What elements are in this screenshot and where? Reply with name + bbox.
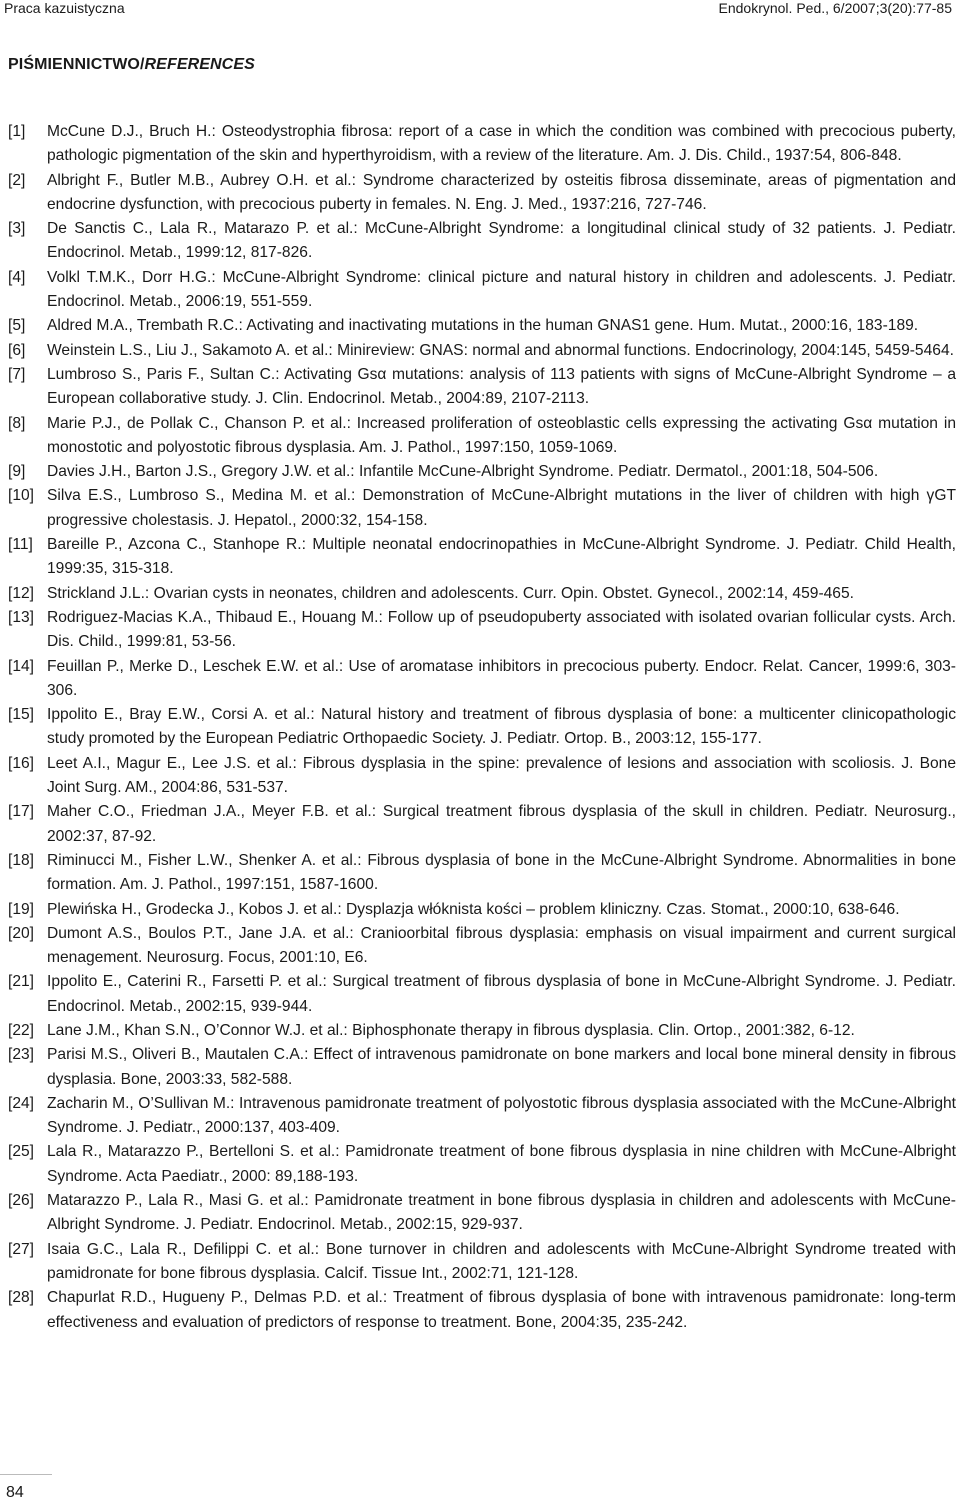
reference-item bbox=[8, 1140, 956, 1189]
reference-item bbox=[8, 120, 956, 169]
reference-text: McCune D.J., Bruch H.: Osteodystrophia fibrosa: report of a case in which the condition was combined with precocious puberty, pathologic pigmentation of the skin and hyperthyroidism, with a review of the literature. Am. J. Dis. Child., 1937:54, 806-848. bbox=[47, 123, 956, 165]
reference-number: [3] bbox=[8, 220, 26, 238]
reference-number: [5] bbox=[8, 317, 26, 335]
reference-text: Chapurlat R.D., Hugueny P., Delmas P.D. et al.: Treatment of fibrous dysplasia of bone with intravenous pamidronate: long-term effectiveness and evaluation of predictors of response to treatment. Bone, 2004:35, 235-242. bbox=[47, 1289, 956, 1331]
article-type-label: Praca kazuistyczna bbox=[4, 0, 125, 16]
reference-number: [18] bbox=[8, 851, 35, 869]
reference-number: [11] bbox=[8, 536, 33, 554]
reference-number: [25] bbox=[8, 1143, 35, 1161]
reference-number: [17] bbox=[8, 803, 35, 821]
reference-number: [16] bbox=[8, 754, 35, 772]
reference-text: Marie P.J., de Pollak C., Chanson P. et al.: Increased proliferation of osteoblastic cells expressing the activating Gsα mutation in monostotic and polyostotic fibrous dysplasia. Am. J. Pathol., 1997:150, 1059-1069. bbox=[47, 414, 956, 456]
reference-text: Lala R., Matarazzo P., Bertelloni S. et al.: Pamidronate treatment of bone fibrous dysplasia in nine children with McCune-Albright Syndrome. Acta Paediatr., 2000: 89,188-193. bbox=[47, 1143, 956, 1185]
reference-text: Leet A.I., Magur E., Lee J.S. et al.: Fibrous dysplasia in the spine: prevalence of lesions and association with scoliosis. J. Bone Joint Surg. AM., 2004:86, 531-537. bbox=[47, 754, 956, 797]
reference-item bbox=[8, 1043, 956, 1092]
reference-item bbox=[8, 314, 956, 338]
reference-number: [7] bbox=[8, 365, 26, 383]
reference-number: [19] bbox=[8, 900, 35, 918]
reference-number: [8] bbox=[8, 414, 26, 432]
reference-text: Isaia G.C., Lala R., Defilippi C. et al.: Bone turnover in children and adolescents with McCune-Albright Syndrome treated with pamidronate for bone fibrous dysplasia. Calcif. Tissue Int., 2002:71, 121-128. bbox=[47, 1240, 956, 1282]
reference-text: Parisi M.S., Oliveri B., Mautalen C.A.: Effect of intravenous pamidronate on bone markers and local bone mineral density in fibrous dysplasia. Bone, 2003:33, 582-588. bbox=[47, 1046, 956, 1088]
reference-item bbox=[8, 849, 956, 898]
reference-text: Silva E.S., Lumbroso S., Medina M. et al.: Demonstration of McCune-Albright mutations in the liver of children with high γGT progressive cholestasis. J. Hepatol., 2000:32, 154-158. bbox=[47, 487, 956, 529]
reference-text: Riminucci M., Fisher L.W., Shenker A. et al.: Fibrous dysplasia of bone in the McCune-Albright Syndrome. Abnormalities in bone formation. Am. J. Pathol., 1997:151, 1587-1600. bbox=[47, 851, 956, 894]
reference-item bbox=[8, 1019, 956, 1043]
reference-number: [14] bbox=[8, 657, 35, 675]
journal-citation: Endokrynol. Ped., 6/2007;3(20):77-85 bbox=[718, 0, 952, 16]
reference-number: [23] bbox=[8, 1046, 35, 1064]
reference-item bbox=[8, 1092, 956, 1141]
reference-list bbox=[8, 120, 956, 1335]
reference-number: [6] bbox=[8, 341, 26, 359]
reference-item bbox=[8, 484, 956, 533]
reference-number: [28] bbox=[8, 1289, 35, 1307]
reference-number: [26] bbox=[8, 1192, 35, 1210]
reference-number: [12] bbox=[8, 584, 35, 602]
reference-item bbox=[8, 703, 956, 752]
reference-text: Weinstein L.S., Liu J., Sakamoto A. et al.: Minireview: GNAS: normal and abnormal functions. Endocrinology, 2004:145, 5459-5464. bbox=[47, 341, 954, 359]
reference-text: Volkl T.M.K., Dorr H.G.: McCune-Albright Syndrome: clinical picture and natural history in children and adolescents. J. Pediatr. Endocrinol. Metab., 2006:19, 551-559. bbox=[47, 268, 956, 311]
reference-item bbox=[8, 339, 956, 363]
reference-item bbox=[8, 363, 956, 412]
reference-number: [13] bbox=[8, 608, 35, 626]
reference-number: [22] bbox=[8, 1021, 35, 1039]
reference-item bbox=[8, 800, 956, 849]
reference-item bbox=[8, 970, 956, 1019]
reference-text: Strickland J.L.: Ovarian cysts in neonates, children and adolescents. Curr. Opin. Obstet. Gynecol., 2002:14, 459-465. bbox=[47, 584, 854, 602]
reference-text: Davies J.H., Barton J.S., Gregory J.W. et al.: Infantile McCune-Albright Syndrome. Pediatr. Dermatol., 2001:18, 504-506. bbox=[47, 463, 879, 481]
reference-item bbox=[8, 1238, 956, 1287]
reference-item bbox=[8, 582, 956, 606]
running-header bbox=[0, 0, 960, 18]
reference-number: [2] bbox=[8, 171, 26, 189]
reference-item bbox=[8, 169, 956, 218]
reference-number: [10] bbox=[8, 487, 35, 505]
reference-text: Plewińska H., Grodecka J., Kobos J. et al.: Dysplazja włóknista kości – problem kliniczny. Czas. Stomat., 2000:10, 638-646. bbox=[47, 900, 900, 918]
reference-text: Ippolito E., Caterini R., Farsetti P. et al.: Surgical treatment of fibrous dysplasia of bone in McCune-Albright Syndrome. J. Pediatr. Endocrinol. Metab., 2002:15, 939-944. bbox=[47, 973, 956, 1015]
reference-number: [15] bbox=[8, 706, 35, 724]
reference-text: Lumbroso S., Paris F., Sultan C.: Activating Gsα mutations: analysis of 113 patients with signs of McCune-Albright Syndrome – a European collaborative study. J. Clin. Endocrinol. Metab., 2004:89, 2107-2113. bbox=[47, 365, 956, 408]
reference-text: Ippolito E., Bray E.W., Corsi A. et al.: Natural history and treatment of fibrous dysplasia of bone: a multicenter clinicopathologic study promoted by the European Pediatric Orthopaedic Society. J. Pediatr. Ortop. B., 2003:12, 155-177. bbox=[47, 706, 956, 748]
reference-item bbox=[8, 752, 956, 801]
reference-item bbox=[8, 655, 956, 704]
reference-text: Dumont A.S., Boulos P.T., Jane J.A. et al.: Cranioorbital fibrous dysplasia: emphasis on visual impairment and current surgical menagement. Neurosurg. Focus, 2001:10, E6. bbox=[47, 924, 956, 967]
reference-text: De Sanctis C., Lala R., Matarazo P. et al.: McCune-Albright Syndrome: a longitudinal clinical study of 32 patients. J. Pediatr. Endocrinol. Metab., 1999:12, 817-826. bbox=[47, 220, 956, 262]
reference-text: Feuillan P., Merke D., Leschek E.W. et al.: Use of aromatase inhibitors in precocious puberty. Endocr. Relat. Cancer, 1999:6, 303-306. bbox=[47, 657, 956, 699]
reference-number: [20] bbox=[8, 924, 35, 942]
reference-item bbox=[8, 266, 956, 315]
reference-number: [24] bbox=[8, 1094, 35, 1112]
reference-number: [1] bbox=[8, 123, 26, 140]
references-heading bbox=[8, 56, 255, 74]
reference-item bbox=[8, 898, 956, 922]
reference-number: [4] bbox=[8, 268, 26, 286]
reference-item bbox=[8, 606, 956, 655]
reference-item bbox=[8, 217, 956, 266]
reference-text: Zacharin M., O’Sullivan M.: Intravenous pamidronate treatment of polyostotic fibrous dysplasia associated with the McCune-Albright Syndrome. J. Pediatr., 2000:137, 403-409. bbox=[47, 1094, 956, 1137]
references-heading-english: REFERENCES bbox=[144, 56, 255, 73]
footer-rule bbox=[0, 1474, 52, 1475]
page-number: 84 bbox=[6, 1484, 24, 1501]
reference-number: [9] bbox=[8, 463, 26, 481]
reference-text: Maher C.O., Friedman J.A., Meyer F.B. et al.: Surgical treatment fibrous dysplasia of the skull in children. Pediatr. Neurosurg., 2002:37, 87-92. bbox=[47, 803, 956, 845]
reference-text: Rodriguez-Macias K.A., Thibaud E., Houang M.: Follow up of pseudopuberty associated with isolated ovarian follicular cysts. Arch. Dis. Child., 1999:81, 53-56. bbox=[47, 608, 956, 651]
reference-number: [27] bbox=[8, 1240, 35, 1258]
reference-item bbox=[8, 1189, 956, 1238]
reference-text: Bareille P., Azcona C., Stanhope R.: Multiple neonatal endocrinopathies in McCune-Albright Syndrome. J. Pediatr. Child Health, 1999:35, 315-318. bbox=[47, 536, 956, 578]
reference-item bbox=[8, 412, 956, 461]
reference-number: [21] bbox=[8, 973, 35, 991]
references-heading-polish: PIŚMIENNICTWO/ bbox=[8, 56, 145, 73]
reference-item bbox=[8, 533, 956, 582]
reference-text: Albright F., Butler M.B., Aubrey O.H. et al.: Syndrome characterized by osteitis fibrosa disseminate, areas of pigmentation and endocrine dysfunction, with precocious puberty in females. N. Eng. J. Med., 1937:216, 727-746. bbox=[47, 171, 956, 213]
reference-item bbox=[8, 460, 956, 484]
reference-text: Aldred M.A., Trembath R.C.: Activating and inactivating mutations in the human GNAS1 gene. Hum. Mutat., 2000:16, 183-189. bbox=[47, 317, 919, 335]
reference-text: Lane J.M., Khan S.N., O’Connor W.J. et al.: Biphosphonate therapy in fibrous dysplasia. Clin. Ortop., 2001:382, 6-12. bbox=[47, 1021, 855, 1039]
reference-item bbox=[8, 1286, 956, 1335]
reference-text: Matarazzo P., Lala R., Masi G. et al.: Pamidronate treatment in bone fibrous dysplasia in children and adolescents with McCune-Albright Syndrome. J. Pediatr. Endocrinol. Metab., 2002:15, 929-937. bbox=[47, 1192, 956, 1234]
reference-item bbox=[8, 922, 956, 971]
